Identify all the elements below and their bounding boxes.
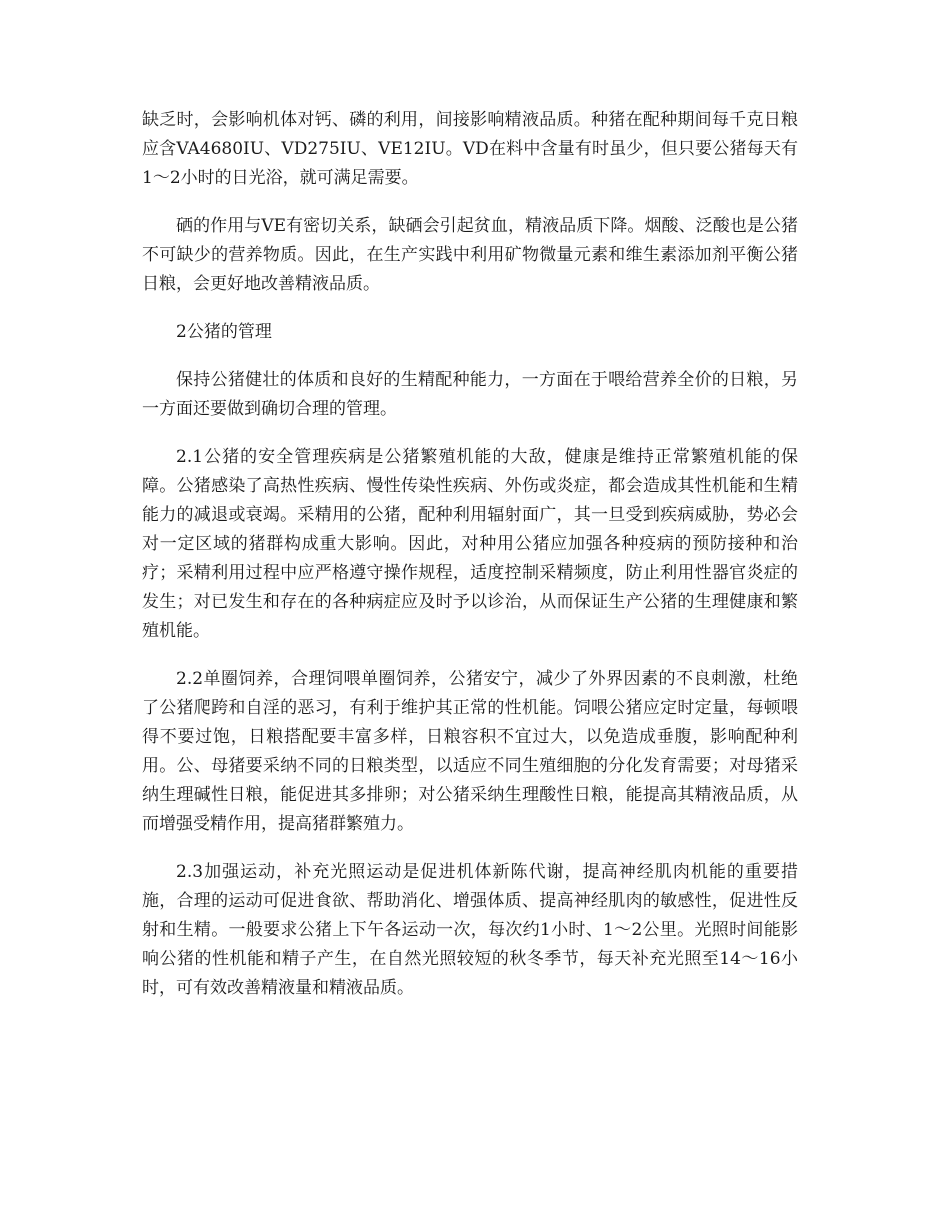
- paragraph-management-intro: 保持公猪健壮的体质和良好的生精配种能力，一方面在于喂给营养全价的日粮，另一方面还要做到确切合理的管理。: [142, 370, 798, 419]
- paragraph-selenium: 硒的作用与VE有密切关系，缺硒会引起贫血，精液品质下降。烟酸、泛酸也是公猪不可缺少的营养物质。因此，在生产实践中利用矿物微量元素和维生素添加剂平衡公猪日粮，会更好地改善精液品质。: [142, 216, 798, 294]
- section-heading-boar-management: 2公猪的管理: [176, 322, 272, 342]
- paragraph-vitamin-continuation: 缺乏时，会影响机体对钙、磷的利用，间接影响精液品质。种猪在配种期间每千克日粮应含VA4680IU、VD275IU、VE12IU。VD在料中含量有时虽少，但只要公猪每天有1～2小时的日光浴，就可满足需要。: [142, 110, 798, 188]
- paragraph-single-pen-feeding: 2.2单圈饲养，合理饲喂单圈饲养，公猪安宁，减少了外界因素的不良刺激，杜绝了公猪爬跨和自淫的恶习，有利于维护其正常的性机能。饲喂公猪应定时定量，每顿喂得不要过饱，日粮搭配要丰富多样，日粮容积不宜过大，以免造成垂腹，影响配种利用。公、母猪要采纳不同的日粮类型，以适应不同生殖细胞的分化发育需要；对母猪采纳生理碱性日粮，能促进其多排卵；对公猪采纳生理酸性日粮，能提高其精液品质，从而增强受精作用，提高猪群繁殖力。: [142, 669, 798, 834]
- paragraph-exercise-lighting: 2.3加强运动，补充光照运动是促进机体新陈代谢，提高神经肌肉机能的重要措施，合理的运动可促进食欲、帮助消化、增强体质、提高神经肌肉的敏感性，促进性反射和生精。一般要求公猪上下午各运动一次，每次约1小时、1～2公里。光照时间能影响公猪的性机能和精子产生，在自然光照较短的秋冬季节，每天补充光照至14～16小时，可有效改善精液量和精液品质。: [142, 862, 798, 998]
- paragraph-safety-management: 2.1公猪的安全管理疾病是公猪繁殖机能的大敌，健康是维持正常繁殖机能的保障。公猪感染了高热性疾病、慢性传染性疾病、外伤或炎症，都会造成其性机能和生精能力的减退或衰竭。采精用的公猪，配种利用辐射面广，其一旦受到疾病威胁，势必会对一定区域的猪群构成重大影响。因此，对种用公猪应加强各种疫病的预防接种和治疗；采精利用过程中应严格遵守操作规程，适度控制采精频度，防止利用性器官炎症的发生；对已发生和存在的各种病症应及时予以诊治，从而保证生产公猪的生理健康和繁殖机能。: [142, 447, 798, 641]
